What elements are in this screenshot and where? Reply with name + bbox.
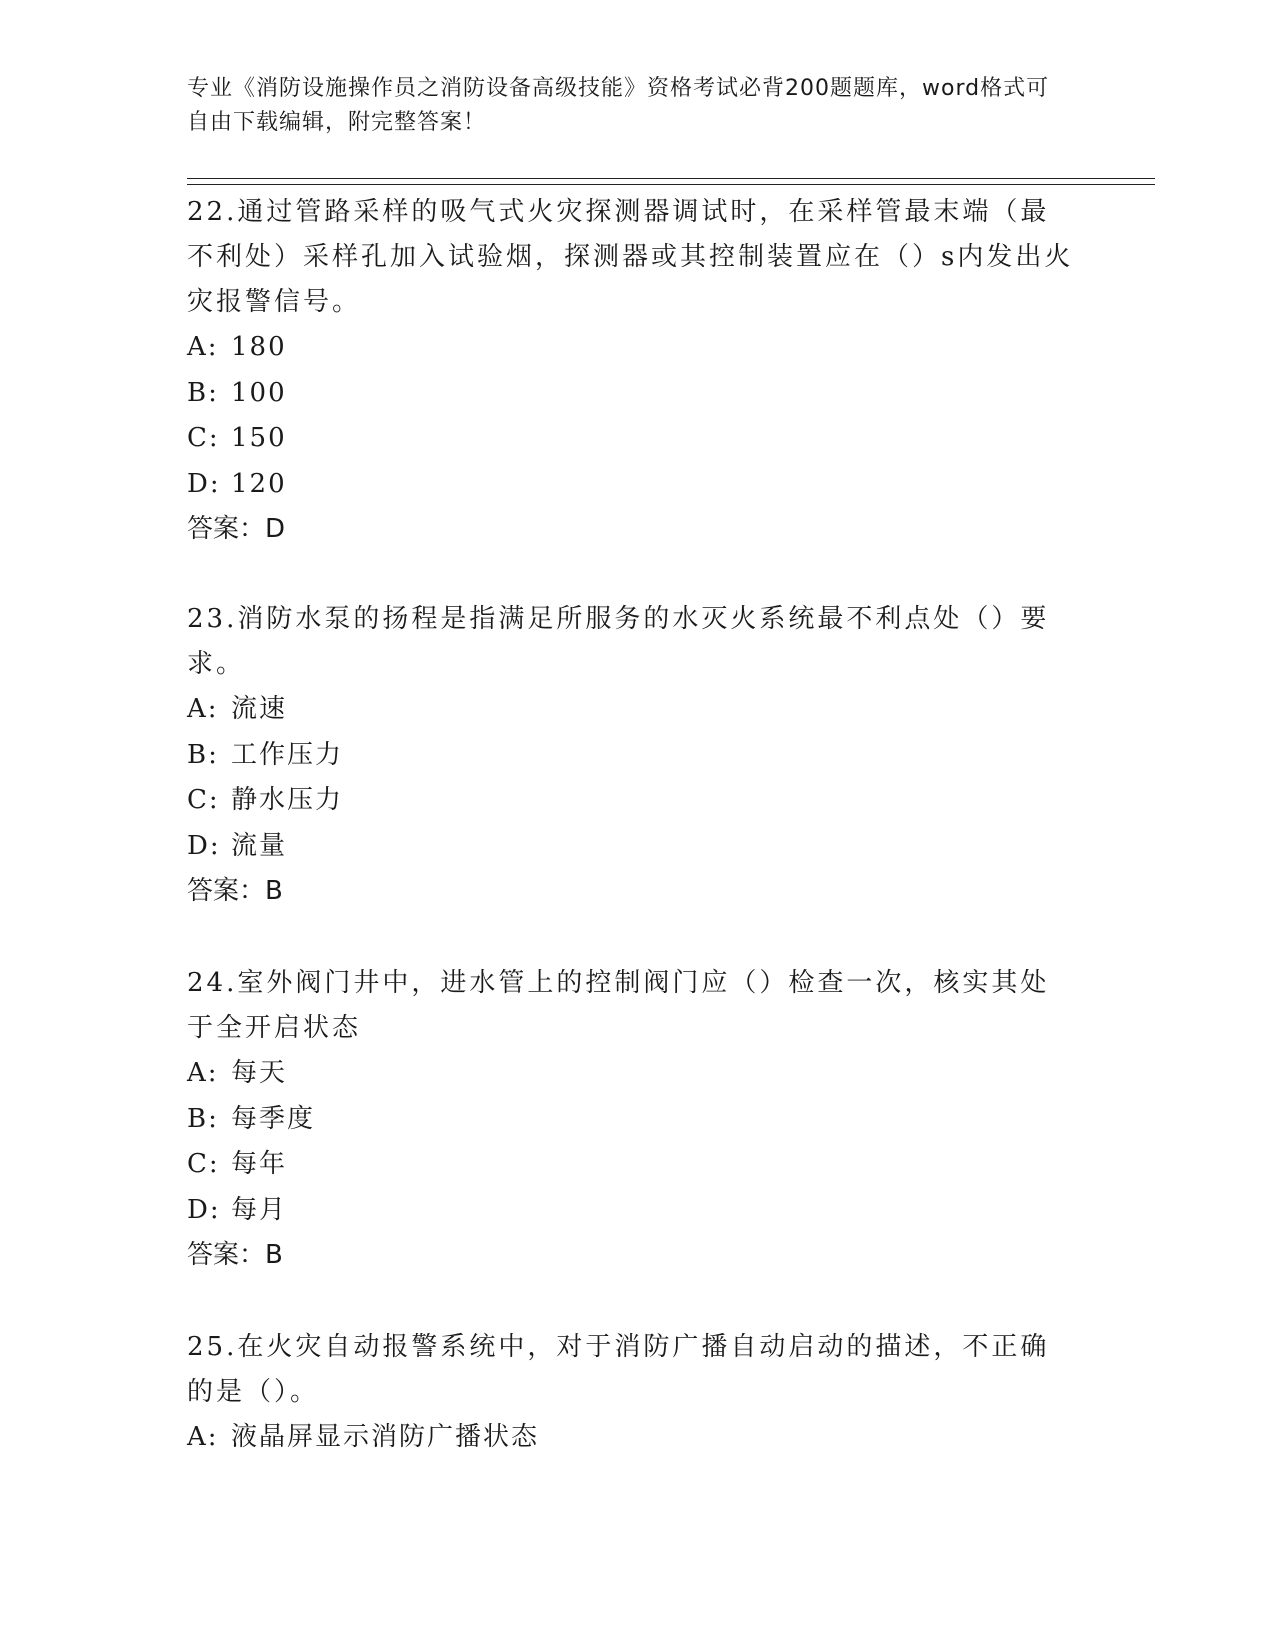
option-text: 工作压力 [231, 739, 344, 770]
option-letter: B: [187, 1103, 219, 1134]
option-text: 每季度 [231, 1103, 316, 1134]
question-25 [187, 1325, 1077, 1461]
option-b [187, 371, 1077, 417]
header-divider-bottom [187, 184, 1155, 185]
header-divider-top [187, 178, 1155, 179]
option-text: 液晶屏显示消防广播状态 [231, 1422, 540, 1452]
option-letter: B: [187, 377, 219, 408]
option-a [187, 1415, 1077, 1461]
option-text: 静水压力 [231, 785, 344, 815]
option-text: 每天 [231, 1058, 288, 1088]
option-text: 150 [231, 423, 287, 453]
option-b [187, 733, 1077, 779]
option-letter: D: [187, 468, 221, 499]
answer-value: B [265, 1240, 283, 1270]
answer-label: 答案： [187, 876, 266, 906]
option-text: 100 [231, 377, 287, 408]
option-letter: C: [187, 1149, 220, 1179]
option-d [187, 462, 1077, 508]
answer-value: B [265, 876, 283, 906]
option-c [187, 1142, 1077, 1188]
question-24 [187, 961, 1077, 1278]
option-a [187, 325, 1077, 371]
option-a [187, 687, 1077, 733]
option-c [187, 416, 1077, 462]
option-b [187, 1097, 1077, 1143]
option-letter: D: [187, 830, 221, 861]
question-stem: 24.室外阀门井中，进水管上的控制阀门应（）检查一次，核实其处于全开启状态 [187, 968, 1050, 1043]
option-text: 流速 [231, 694, 288, 724]
option-text: 120 [231, 468, 287, 499]
option-text: 180 [231, 332, 287, 362]
option-d [187, 824, 1077, 870]
option-letter: A: [187, 694, 219, 724]
option-c [187, 778, 1077, 824]
option-text: 流量 [231, 830, 288, 861]
option-letter: A: [187, 1422, 219, 1452]
option-d [187, 1188, 1077, 1234]
document-header: 专业《消防设施操作员之消防设备高级技能》资格考试必背200题题库，word格式可自由下载编辑，附完整答案！ [187, 76, 1050, 135]
option-a [187, 1051, 1077, 1097]
answer-label: 答案： [187, 1240, 266, 1270]
option-letter: D: [187, 1194, 221, 1225]
question-stem: 23.消防水泵的扬程是指满足所服务的水灭火系统最不利点处（）要求。 [187, 604, 1050, 679]
answer-label: 答案： [187, 514, 266, 544]
question-23 [187, 597, 1077, 914]
option-text: 每月 [231, 1194, 288, 1225]
option-letter: C: [187, 785, 220, 815]
question-22 [187, 190, 1077, 552]
answer-line [187, 869, 1077, 914]
option-letter: A: [187, 1058, 219, 1088]
answer-value: D [265, 514, 286, 544]
question-stem: 25.在火灾自动报警系统中，对于消防广播自动启动的描述，不正确的是（）。 [187, 1332, 1050, 1407]
question-stem: 22.通过管路采样的吸气式火灾探测器调试时，在采样管最末端（最不利处）采样孔加入试验烟，探测器或其控制装置应在（）s内发出火灾报警信号。 [187, 197, 1074, 317]
option-letter: B: [187, 739, 219, 770]
answer-line [187, 507, 1077, 552]
answer-line [187, 1233, 1077, 1278]
option-letter: A: [187, 332, 219, 362]
option-text: 每年 [231, 1149, 288, 1179]
option-letter: C: [187, 423, 220, 453]
